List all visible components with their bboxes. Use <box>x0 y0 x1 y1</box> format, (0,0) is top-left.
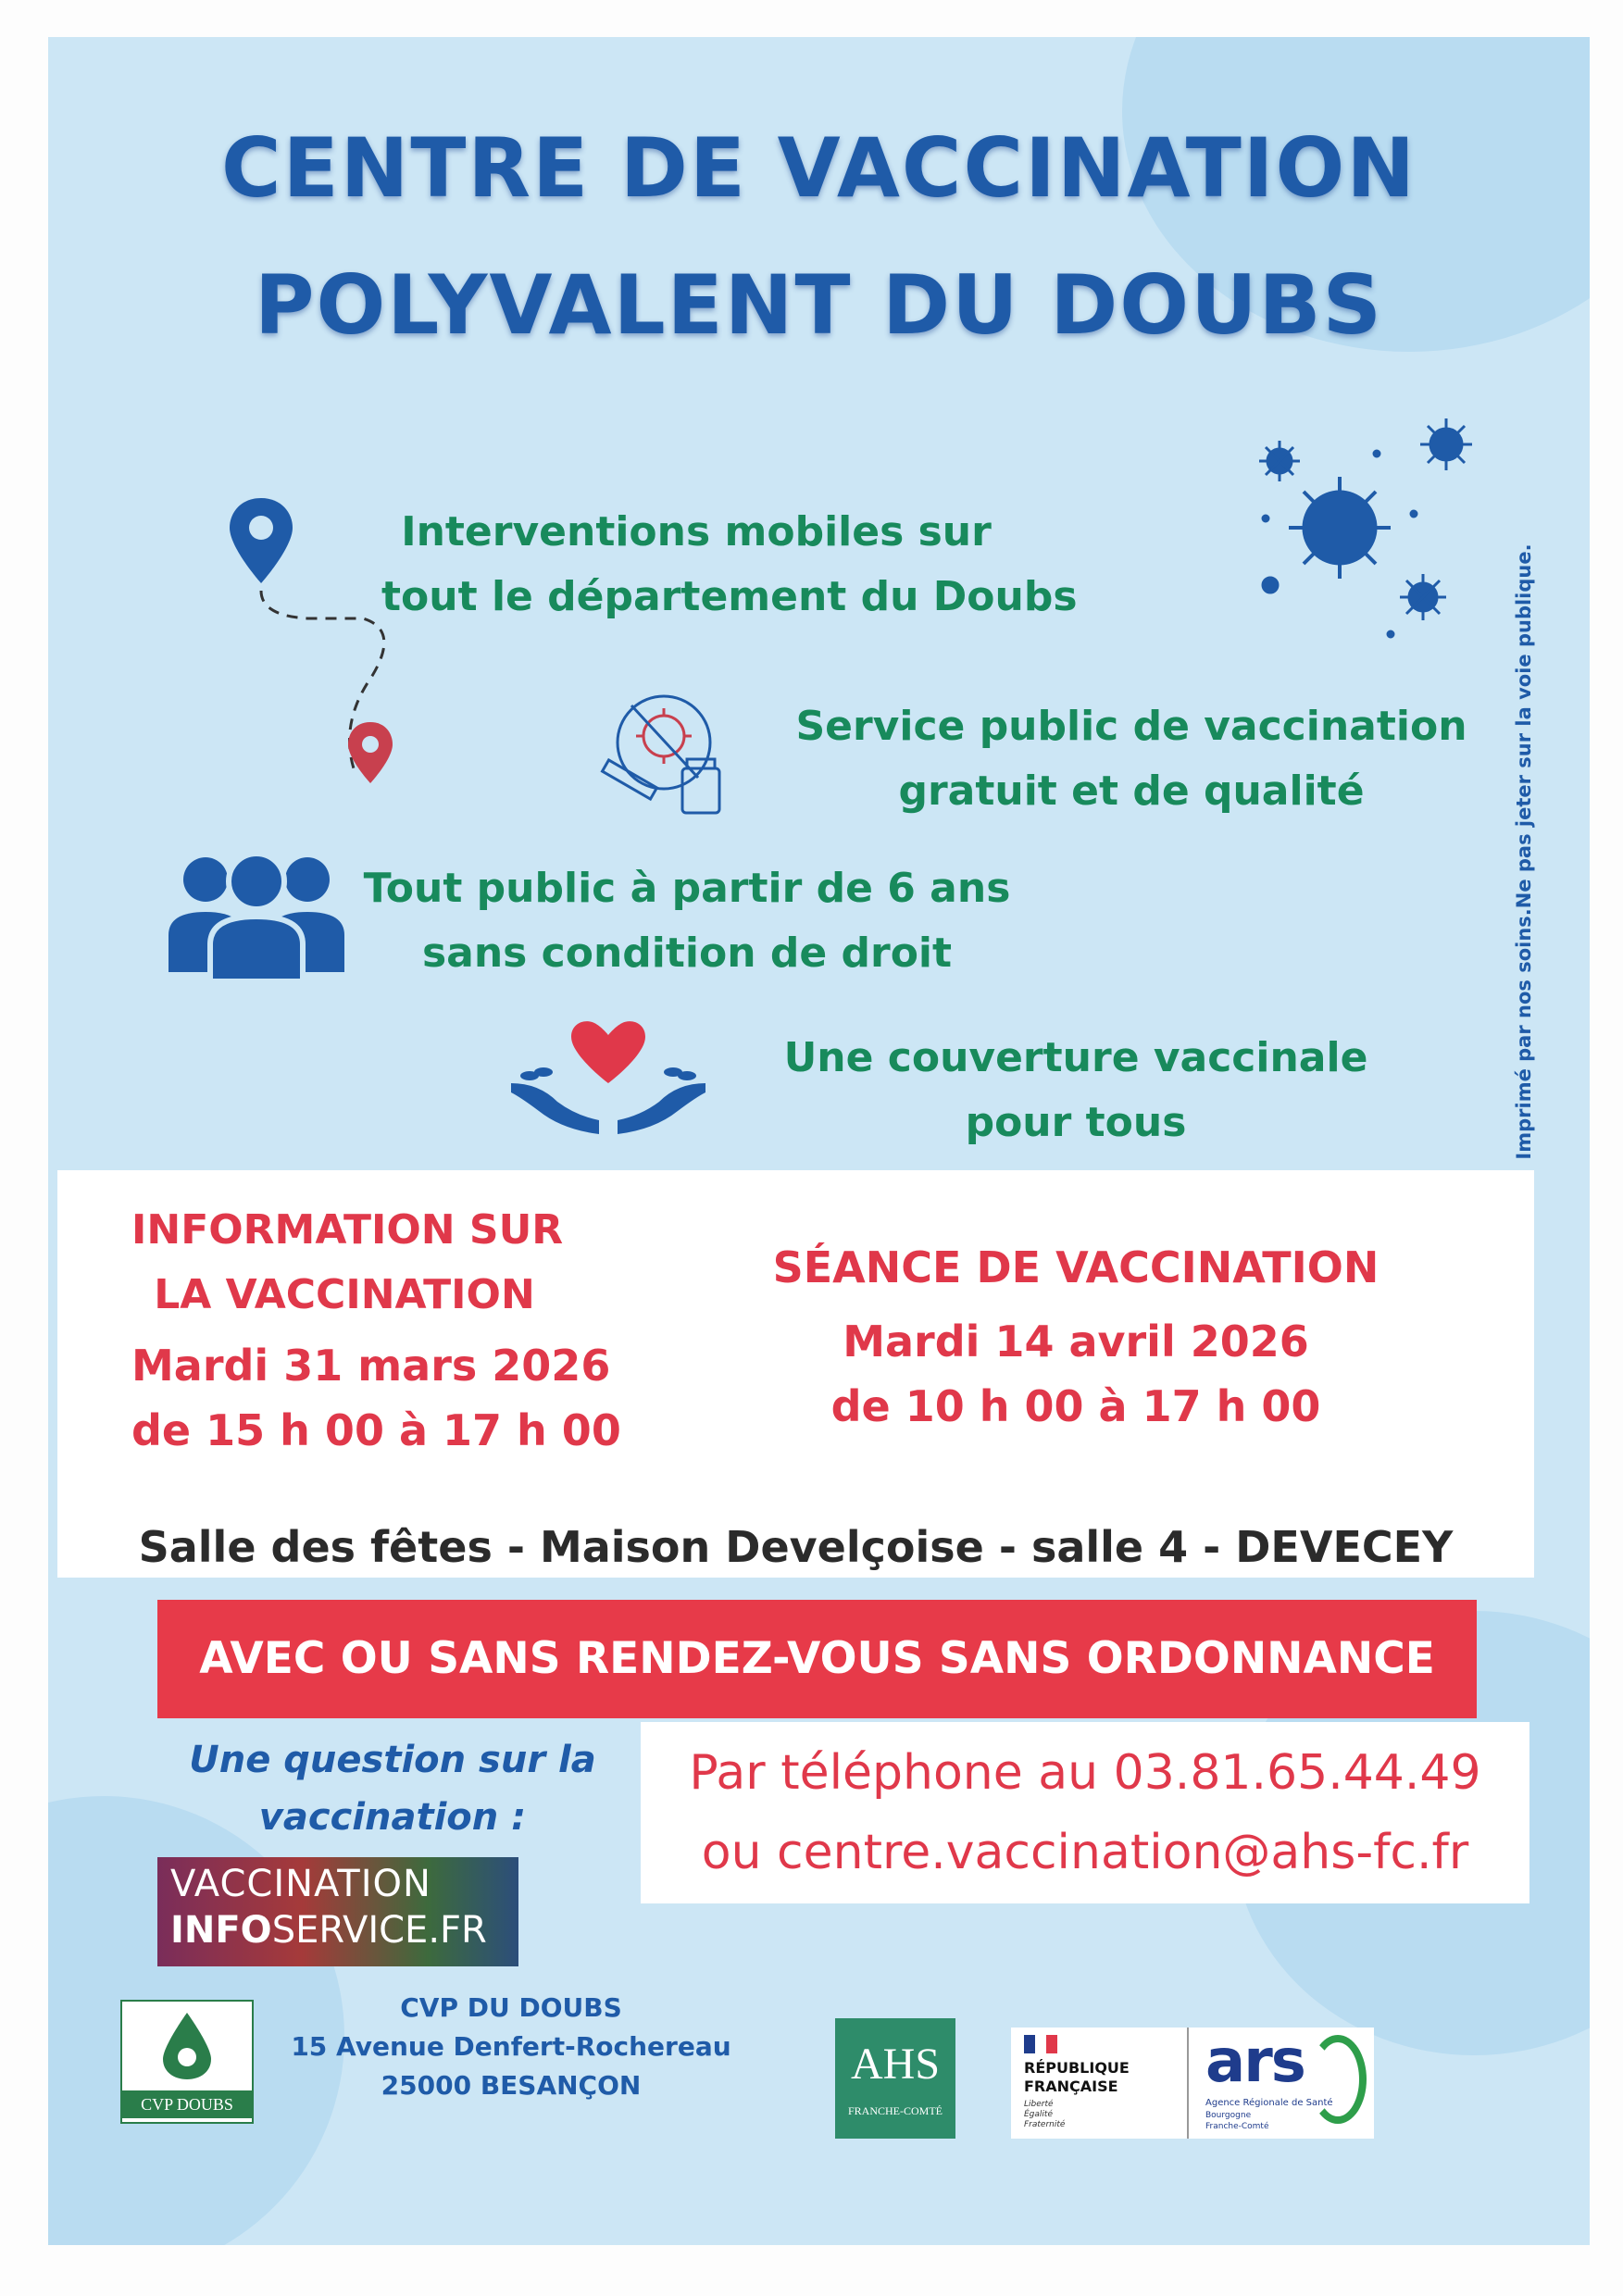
session-time: de 10 h 00 à 17 h 00 <box>830 1381 1321 1431</box>
virus-icon <box>1252 380 1529 657</box>
ars-agency: Agence Régionale de Santé <box>1205 2098 1333 2108</box>
info-heading-line1: INFORMATION SUR <box>131 1206 564 1254</box>
address <box>270 1989 752 2105</box>
address-city: 25000 BESANÇON <box>381 2070 642 2101</box>
page-title-line1: CENTRE DE VACCINATION <box>221 120 1417 216</box>
feature-public-service-line2: gratuit et de qualité <box>898 767 1365 815</box>
address-name: CVP DU DOUBS <box>400 1992 622 2023</box>
question-line2: vaccination : <box>258 1796 527 1839</box>
flag-icon <box>1024 2035 1057 2053</box>
ars-swoosh <box>1309 2035 1367 2124</box>
schedule-box <box>57 1170 1534 1578</box>
contact-phone[interactable]: Par téléphone au 03.81.65.44.49 <box>689 1745 1481 1801</box>
republique-francaise-logo <box>1011 2028 1187 2139</box>
info-heading <box>131 1198 564 1328</box>
question-line1: Une question sur la <box>189 1739 596 1781</box>
ahs-logo-sub: FRANCHE-COMTÉ <box>847 2104 943 2117</box>
address-street: 15 Avenue Denfert-Rochereau <box>291 2031 731 2062</box>
feature-coverage-line1: Une couverture vaccinale <box>783 1034 1368 1081</box>
ars-logo <box>1187 2028 1374 2139</box>
people-icon <box>164 842 349 981</box>
vis-logo-bold: INFO <box>170 1909 272 1952</box>
feature-all-public-line1: Tout public à partir de 6 ans <box>363 865 1011 912</box>
vis-logo-line2 <box>170 1909 487 1952</box>
feature-all-public-line2: sans condition de droit <box>421 930 953 977</box>
info-heading-line2: LA VACCINATION <box>154 1271 535 1318</box>
feature-coverage-line2: pour tous <box>965 1099 1187 1146</box>
session-schedule <box>752 1309 1400 1439</box>
vaccine-icon <box>594 685 733 815</box>
feature-public-service <box>752 694 1511 824</box>
heart-hands-icon <box>502 1018 715 1139</box>
ars-region2: Franche-Comté <box>1205 2122 1269 2131</box>
session-date: Mardi 14 avril 2026 <box>843 1316 1309 1366</box>
feature-all-public <box>354 856 1020 986</box>
cvp-logo-label: CVP DOUBS <box>122 2090 252 2118</box>
vis-logo-line1: VACCINATION <box>170 1863 431 1905</box>
rf-motto1: Liberté <box>1024 2100 1054 2109</box>
ahs-logo-name: AHS <box>850 2040 941 2089</box>
contact-email[interactable]: ou centre.vaccination@ahs-fc.fr <box>701 1825 1469 1880</box>
session-heading: SÉANCE DE VACCINATION <box>772 1242 1380 1292</box>
feature-mobile <box>381 500 1078 630</box>
ars-region1: Bourgogne <box>1205 2111 1252 2120</box>
appointment-banner: AVEC OU SANS RENDEZ-VOUS SANS ORDONNANCE <box>157 1600 1477 1718</box>
feature-mobile-line1: Interventions mobiles sur <box>401 508 992 555</box>
rf-motto3: Fraternité <box>1024 2120 1066 2129</box>
ahs-logo <box>835 2018 955 2139</box>
contact-box <box>641 1722 1529 1903</box>
vis-logo-rest: SERVICE.FR <box>271 1909 487 1952</box>
info-date: Mardi 31 mars 2026 <box>131 1341 611 1391</box>
question <box>152 1731 633 1846</box>
ars-logo-name: ars <box>1205 2028 1305 2096</box>
feature-mobile-line2: tout le département du Doubs <box>381 573 1078 620</box>
feature-public-service-line1: Service public de vaccination <box>795 703 1467 750</box>
flyer <box>48 37 1590 2245</box>
venue: Salle des fêtes - Maison Develçoise - salle 4 - DEVECEY <box>138 1522 1454 1572</box>
rf-line1: RÉPUBLIQUE <box>1024 2059 1130 2077</box>
info-time: de 15 h 00 à 17 h 00 <box>131 1405 621 1455</box>
rf-line2: FRANÇAISE <box>1024 2078 1118 2095</box>
feature-coverage <box>761 1026 1391 1155</box>
info-schedule <box>131 1333 621 1463</box>
vaccination-info-service-logo[interactable] <box>157 1857 518 1966</box>
cvp-doubs-logo <box>120 2000 254 2124</box>
page-title-line2: POLYVALENT DU DOUBS <box>254 257 1384 353</box>
rf-motto2: Égalité <box>1024 2110 1053 2119</box>
print-note <box>1505 509 1542 1194</box>
print-note-text: Imprimé par nos soins.Ne pas jeter sur la voie publique. <box>1513 543 1535 1160</box>
drop-icon <box>157 2009 217 2083</box>
